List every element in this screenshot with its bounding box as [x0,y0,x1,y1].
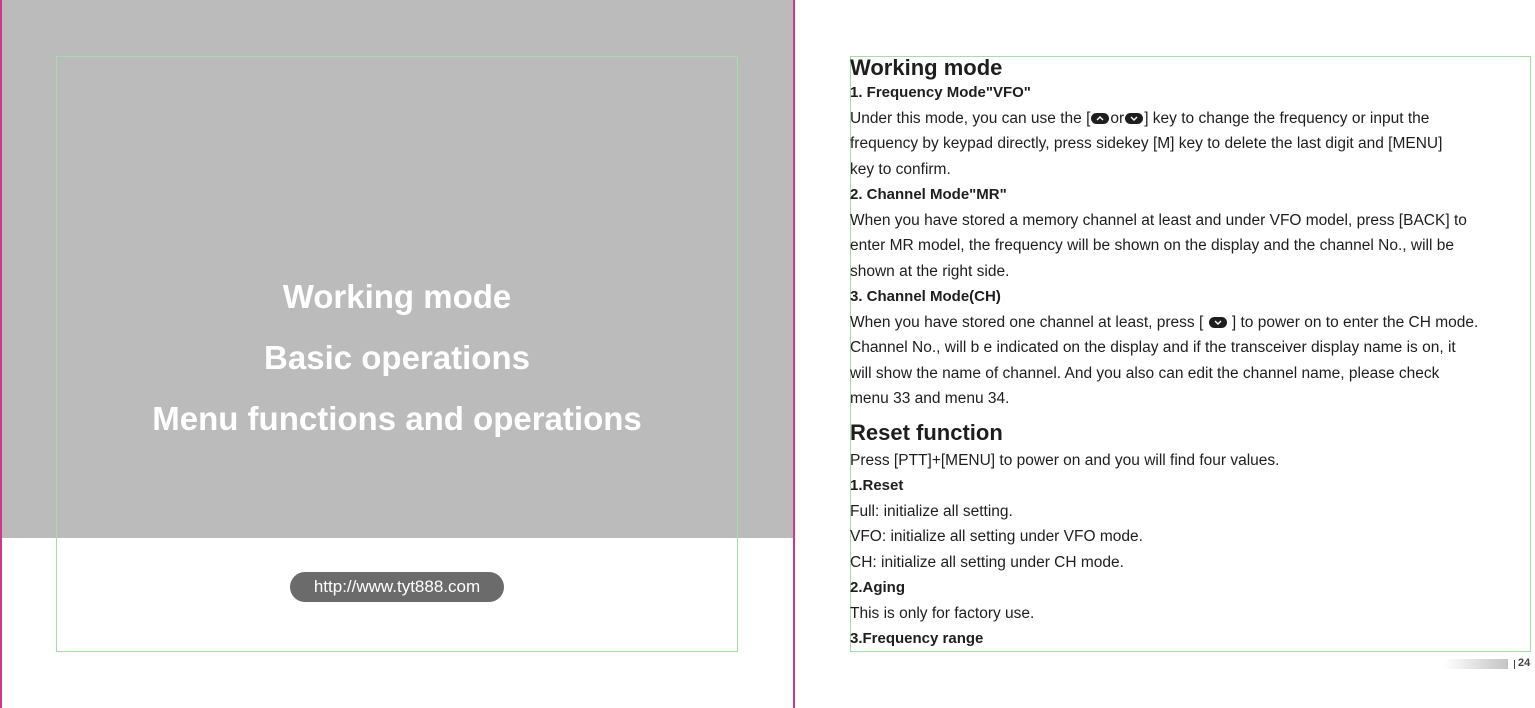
paragraph-line: frequency by keypad directly, press sidekey [M] key to delete the last digit and [MENU] [850,135,1443,152]
paragraph-line: CH: initialize all setting under CH mode. [850,553,1124,571]
paragraph-line: enter MR model, the frequency will be shown on the display and the channel No., will be [850,237,1454,254]
subheading-aging: 2.Aging [850,579,905,596]
paragraph-line: key to confirm. [850,160,951,178]
paragraph-line: Press [PTT]+[MENU] to power on and you will find four values. [850,451,1280,469]
website-url-link[interactable]: http://www.tyt888.com [290,572,504,602]
paragraph-line: This is only for factory use. [850,604,1035,622]
page-spine [793,0,795,708]
paragraph-line: menu 33 and menu 34. [850,390,1010,407]
paragraph-line [850,310,1535,336]
up-arrow-key-icon [1091,113,1109,124]
text-span: ] to power on to enter the CH mode. [1227,313,1479,331]
cover-title-basic-operations: Basic operations [264,339,530,376]
page-number-separator [1514,660,1515,669]
page-number: 24 [1518,657,1531,669]
text-span: ] key to change the frequency or input the [1144,109,1430,127]
cover-title-menu-functions: Menu functions and operations [152,400,642,437]
paragraph-line: Channel No., will b e indicated on the display and if the transceiver display name is on, it [850,339,1456,356]
heading-reset-function: Reset function [850,419,1003,445]
text-span: When you have stored one channel at least, press [ [850,313,1208,331]
cover-titles [0,266,794,449]
down-arrow-key-icon [1125,113,1143,124]
text-span: or [1110,109,1125,127]
heading-working-mode: Working mode [850,55,1003,80]
subheading-channel-mode-ch: 3. Channel Mode(CH) [850,288,1001,305]
manual-content [850,56,1535,652]
page-number-area [1444,658,1535,670]
paragraph-line: Full: initialize all setting. [850,502,1013,520]
paragraph-line: will show the name of channel. And you also can edit the channel name, please check [850,364,1440,382]
paragraph-line: When you have stored a memory channel at least and under VFO model, press [BACK] to [850,211,1467,229]
subheading-frequency-mode: 1. Frequency Mode"VFO" [850,84,1031,101]
down-arrow-key-icon [1209,317,1227,328]
subheading-channel-mode-mr: 2. Channel Mode"MR" [850,186,1007,203]
paragraph-line: VFO: initialize all setting under VFO mode. [850,528,1143,545]
page-number-bar [1444,659,1508,669]
text-span: Under this mode, you can use the [ [850,109,1091,127]
paragraph-line: shown at the right side. [850,262,1010,280]
cover-title-working-mode: Working mode [282,278,512,315]
subheading-reset: 1.Reset [850,477,904,494]
paragraph-line [850,106,1535,132]
subheading-frequency-range: 3.Frequency range [850,630,984,647]
